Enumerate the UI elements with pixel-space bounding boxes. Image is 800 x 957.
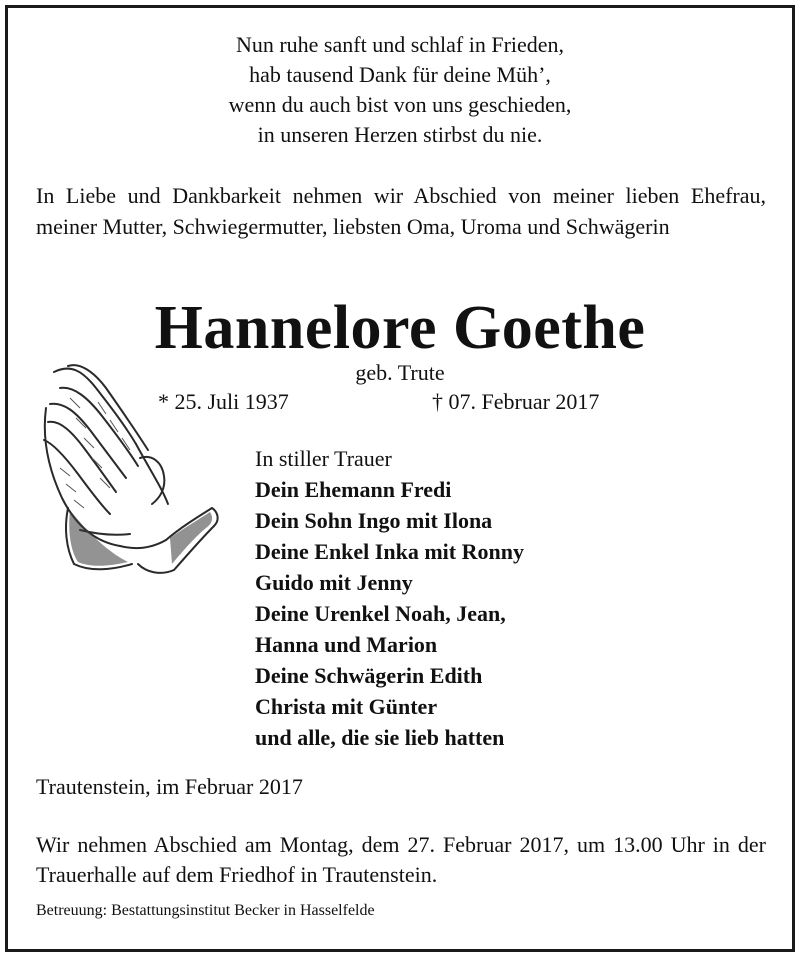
praying-hands-icon: [40, 358, 222, 580]
mourner-line: Dein Sohn Ingo mit Ilona: [255, 508, 493, 533]
mourner-line: Guido mit Jenny: [255, 570, 413, 595]
mourner-line: Hanna und Marion: [255, 632, 438, 657]
poem-line: in unseren Herzen stirbst du nie.: [257, 122, 543, 147]
death-date: † 07. Februar 2017: [432, 389, 600, 414]
mourner-line: Christa mit Günter: [255, 694, 438, 719]
mourner-line: Deine Urenkel Noah, Jean,: [255, 601, 506, 626]
mourners-list: [255, 443, 524, 753]
poem: [0, 30, 800, 150]
deceased-name: Hannelore Goethe: [154, 294, 646, 362]
place-date: Trautenstein, im Februar 2017: [36, 774, 303, 799]
birth-date: * 25. Juli 1937: [158, 389, 289, 414]
maiden-name: geb. Trute: [355, 360, 445, 385]
mourners-lead: In stiller Trauer: [255, 446, 392, 471]
mourner-line: Deine Enkel Inka mit Ronny: [255, 539, 524, 564]
poem-line: Nun ruhe sanft und schlaf in Frieden,: [235, 32, 565, 57]
poem-line: wenn du auch bist von uns geschieden,: [228, 92, 572, 117]
mourner-line: und alle, die sie lieb hatten: [255, 725, 505, 750]
poem-line: hab tausend Dank für deine Müh’,: [249, 62, 551, 87]
intro-text: In Liebe und Dankbarkeit nehmen wir Abschied von meiner lieben Ehefrau, meiner Mutter, Schwiegermutter, liebsten Oma, Uroma und Schwägerin: [36, 183, 766, 239]
mourner-line: Deine Schwägerin Edith: [255, 663, 483, 688]
mourner-line: Dein Ehemann Fredi: [255, 477, 452, 502]
funeral-info: Wir nehmen Abschied am Montag, dem 27. Februar 2017, um 13.00 Uhr in der Trauerhalle auf dem Friedhof in Trautenstein.: [36, 832, 766, 887]
undertaker-info: Betreuung: Bestattungsinstitut Becker in Hasselfelde: [36, 902, 375, 919]
